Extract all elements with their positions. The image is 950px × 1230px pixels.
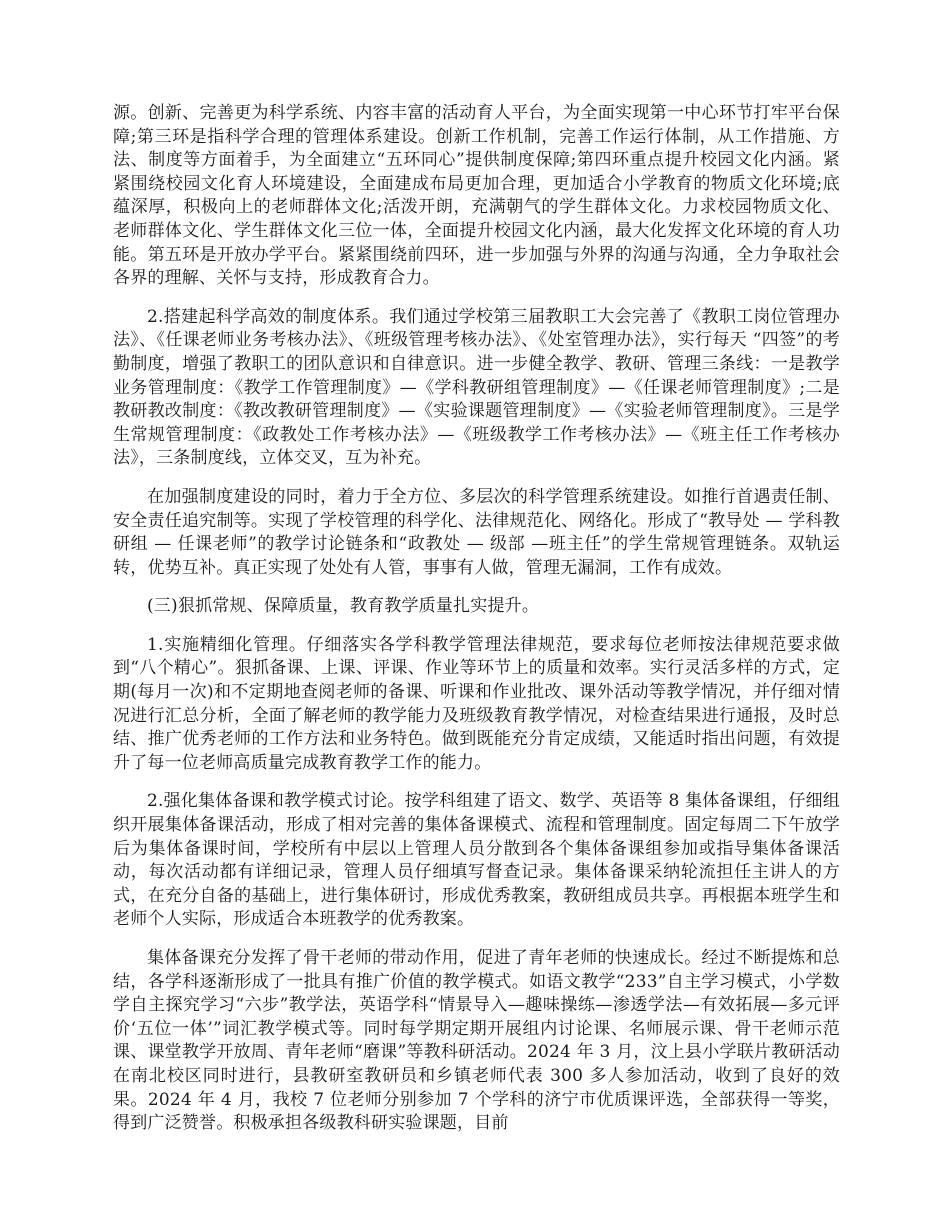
paragraph-4: 1.实施精细化管理。仔细落实各学科教学管理法律规范，要求每位老师按法律规范要求做到“八个精心”。狠抓备课、上课、评课、作业等环节上的质量和效率。实行灵活多样的方式，定期(每月一次)和不定期地查阅老师的备课、听课和作业批改、课外活动等教学情况，并仔细对情况进行汇总分析，全面了解老师的教学能力及班级教育教学情况，对检查结果进行通报，及时总结、推广优秀老师的工作方法和业务特色。做到既能充分肯定成绩，又能适时指出问题，有效提升了每一位老师高质量完成教育教学工作的能力。 <box>113 634 840 773</box>
paragraph-1: 源。创新、完善更为科学系统、内容丰富的活动育人平台，为全面实现第一中心环节打牢平台保障;第三环是指科学合理的管理体系建设。创新工作机制，完善工作运行体制，从工作措施、方法、制度等方面着手，为全面建立“五环同心”提供制度保障;第四环重点提升校园文化内涵。紧紧围绕校园文化育人环境建设，全面建成布局更加合理，更加适合小学教育的物质文化环境;底蕴深厚，积极向上的老师群体文化;活泼开朗，充满朝气的学生群体文化。力求校园物质文化、老师群体文化、学生群体文化三位一体，全面提升校园文化内涵，最大化发挥文化环境的育人功能。第五环是开放办学平台。紧紧围绕前四环，进一步加强与外界的沟通与沟通，全力争取社会各界的理解、关怀与支持，形成教育合力。 <box>113 103 840 289</box>
paragraph-2: 2.搭建起科学高效的制度体系。我们通过学校第三届教职工大会完善了《教职工岗位管理办法》、《任课老师业务考核办法》、《班级管理考核办法》、《处室管理办法》，实行每天 “四签”的考勤制度，增强了教职工的团队意识和自律意识。进一步健全教学、教研、管理三条线：一是教学业务管理制度：《教学工作管理制度》—《学科教研组管理制度》—《任课老师管理制度》;二是教研教改制度：《教改教研管理制度》—《实验课题管理制度》—《实验老师管理制度》。三是学生常规管理制度：《政教处工作考核办法》—《班级教学工作考核办法》—《班主任工作考核办法》，三条制度线，立体交叉，互为补充。 <box>113 306 840 469</box>
paragraph-5: 2.强化集体备课和教学模式讨论。按学科组建了语文、数学、英语等 8 集体备课组，仔细组织开展集体备课活动，形成了相对完善的集体备课模式、流程和管理制度。固定每周二下午放学后为集体备课时间，学校所有中层以上管理人员分散到各个集体备课组参加或指导集体备课活动，每次活动都有详细记录，管理人员仔细填写督查记录。集体备课采纳轮流担任主讲人的方式，在充分自备的基础上，进行集体研讨，形成优秀教案，教研组成员共享。再根据本班学生和老师个人实际，形成适合本班教学的优秀教案。 <box>113 791 840 930</box>
paragraph-3: 在加强制度建设的同时，着力于全方位、多层次的科学管理系统建设。如推行首遇责任制、安全责任追究制等。实现了学校管理的科学化、法律规范化、网络化。形成了“教导处 — 学科教研组 — 任课老师”的教学讨论链条和“政教处 — 级部 —班主任”的学生常规管理链条。双轨运转，优势互补。真正实现了处处有人管，事事有人做，管理无漏洞，工作有成效。 <box>113 486 840 578</box>
document-body <box>113 102 840 1151</box>
section-heading: (三)狠抓常规、保障质量，教育教学质量扎实提升。 <box>147 596 540 617</box>
paragraph-6: 集体备课充分发挥了骨干老师的带动作用，促进了青年老师的快速成长。经过不断提炼和总结，各学科逐渐形成了一批具有推广价值的教学模式。如语文教学“233”自主学习模式，小学数学自主探究学习“六步”教学法，英语学科“情景导入—趣味操练—渗透学法—有效拓展—多元评价‘五位一体’”词汇教学模式等。同时每学期定期开展组内讨论课、名师展示课、骨干老师示范课、课堂教学开放周、青年老师“磨课”等教科研活动。2024 年 3 月，汶上县小学联片教研活动在南北校区同时进行，县教研室教研员和乡镇老师代表 300 多人参加活动，收到了良好的效果。2024 年 4 月，我校 7 位老师分别参加 7 个学科的济宁市优质课评选，全部获得一等奖，得到广泛赞誉。积极承担各级教科研实验课题，目前 <box>113 948 840 1134</box>
